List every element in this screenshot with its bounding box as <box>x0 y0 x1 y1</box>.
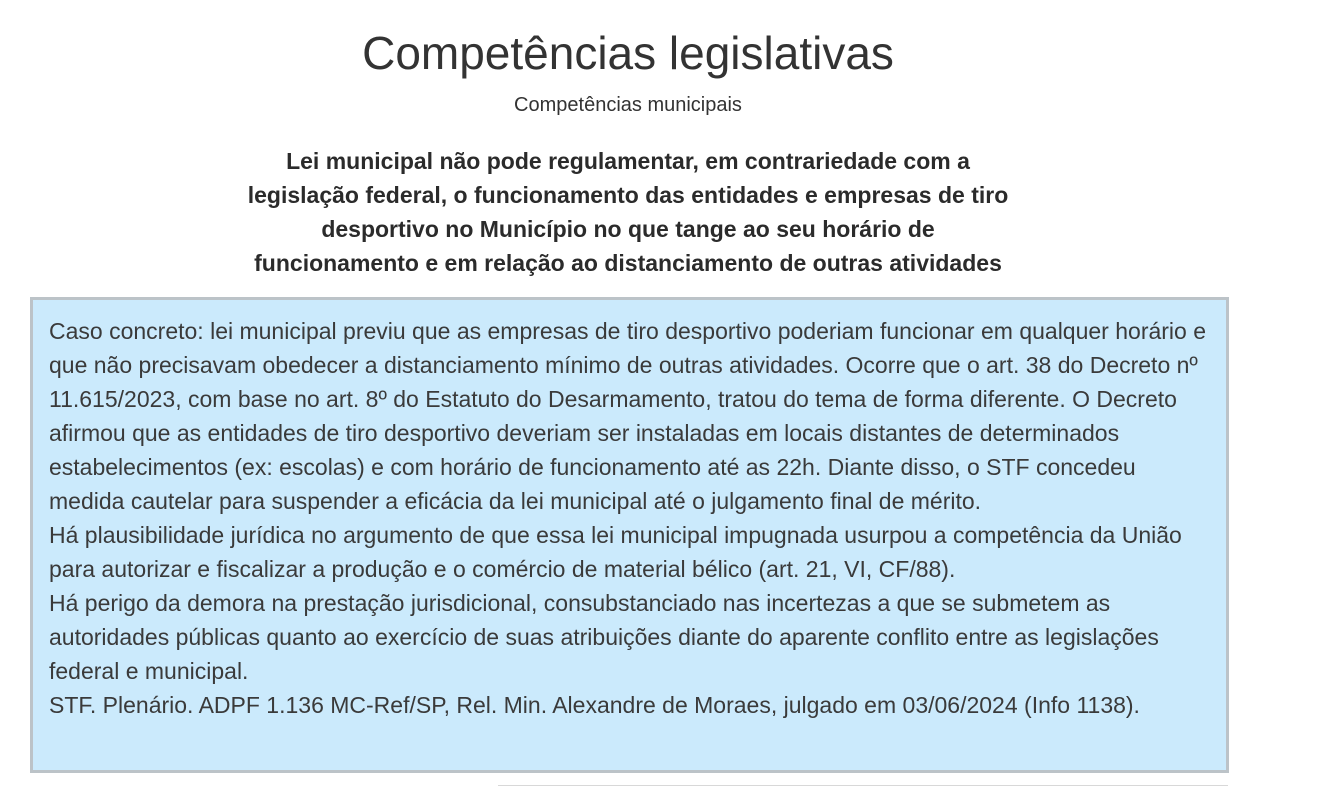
citation-paragraph: STF. Plenário. ADPF 1.136 MC-Ref/SP, Rel. Min. Alexandre de Moraes, julgado em 03/06/2024 (Info 1138). <box>49 692 1140 718</box>
case-paragraph: Caso concreto: lei municipal previu que as empresas de tiro desportivo poderiam funcionar em qualquer horário e que não precisavam obedecer a distanciamento mínimo de outras atividades. Ocorre que o art. 38 do Decreto nº 11.615/2023, com base no art. 8º do Estatuto do Desarmamento, tratou do tema de forma diferente. O Decreto afirmou que as entidades de tiro desportivo deveriam ser instaladas em locais distantes de determinados estabelecimentos (ex: escolas) e com horário de funcionamento até as 22h. Diante disso, o STF concedeu medida cautelar para suspender a eficácia da lei municipal até o julgamento final de mérito. <box>49 318 1207 514</box>
headline-line: funcionamento e em relação ao distanciamento de outras atividades <box>254 250 1002 276</box>
divider <box>498 785 1228 789</box>
headline <box>228 144 1028 280</box>
page-title: Competências legislativas <box>362 27 894 79</box>
headline-line: desportivo no Município no que tange ao seu horário de <box>321 216 935 242</box>
plausibility-paragraph: Há plausibilidade jurídica no argumento de que essa lei municipal impugnada usurpou a competência da União para autorizar e fiscalizar a produção e o comércio de material bélico (art. 21, VI, CF/88). <box>49 522 1182 582</box>
summary-box <box>30 297 1229 773</box>
page-subtitle: Competências municipais <box>514 94 742 116</box>
danger-paragraph: Há perigo da demora na prestação jurisdicional, consubstanciado nas incertezas a que se submetem as autoridades públicas quanto ao exercício de suas atribuições diante do aparente conflito entre as legislações federal e municipal. <box>49 590 1159 684</box>
headline-line: legislação federal, o funcionamento das entidades e empresas de tiro <box>247 182 1009 208</box>
headline-line: Lei municipal não pode regulamentar, em contrariedade com a <box>286 148 970 174</box>
